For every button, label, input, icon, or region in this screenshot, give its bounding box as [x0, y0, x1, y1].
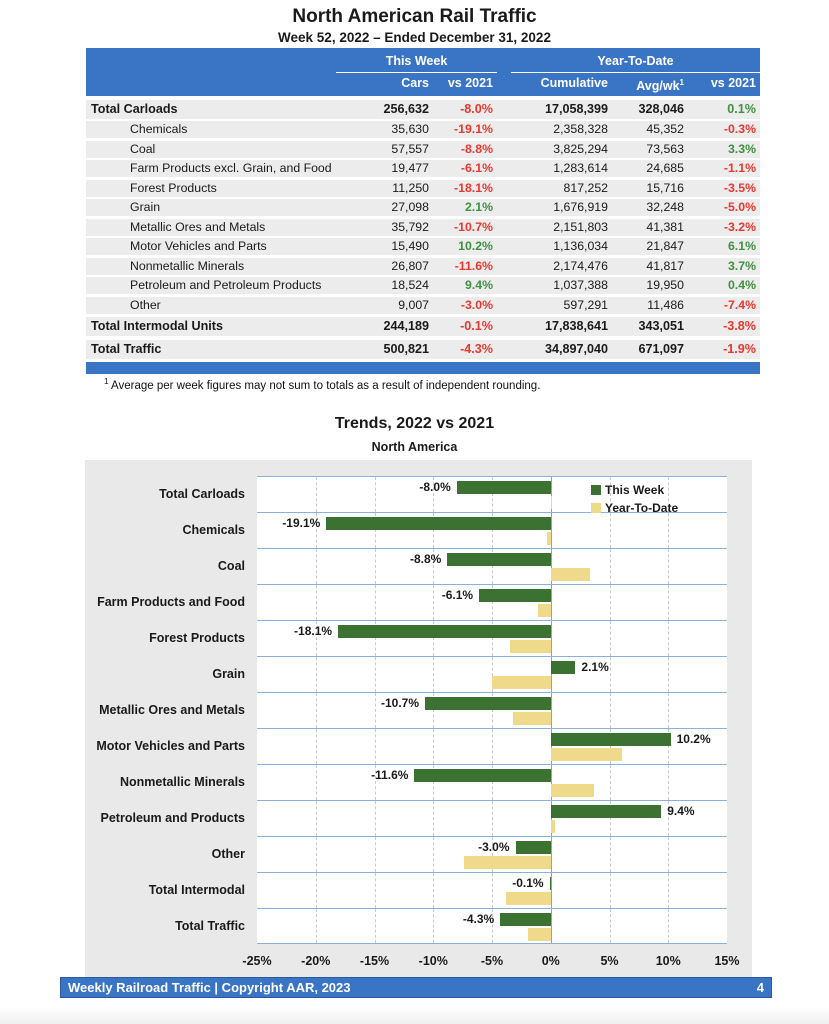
gridline	[375, 585, 376, 620]
avg-per-week-value: 328,046	[638, 101, 684, 116]
gridline	[316, 801, 317, 836]
gridline	[375, 477, 376, 512]
cars-value: 35,630	[391, 122, 429, 136]
bar-value-label: -8.8%	[410, 552, 442, 566]
gridline	[433, 729, 434, 764]
cars-value: 57,557	[391, 141, 429, 156]
cars-value: 500,821	[383, 341, 429, 356]
avg-per-week-value: 15,716	[646, 180, 684, 195]
cumulative-value: 597,291	[563, 297, 608, 312]
chart-category-label: Total Traffic	[175, 919, 245, 933]
gridline	[668, 873, 669, 908]
bar-this-week	[457, 481, 551, 494]
cumulative-value: 3,825,294	[553, 141, 608, 156]
chart-row-plot	[257, 512, 727, 548]
gridline	[316, 657, 317, 692]
header-spacer	[86, 73, 336, 96]
gridline	[492, 729, 493, 764]
chart-category-label: Nonmetallic Minerals	[119, 775, 245, 789]
week-vs-2021-value: -19.1%	[454, 122, 493, 136]
legend-item	[591, 499, 678, 517]
row-label: Total Intermodal Units	[91, 319, 224, 333]
chart-legend	[591, 481, 678, 517]
chart-row	[85, 548, 752, 584]
ytd-vs-2021-value: -3.5%	[723, 180, 756, 195]
bar-value-label: -4.3%	[462, 912, 495, 926]
row-label: Chemicals	[130, 122, 188, 136]
gridline	[668, 621, 669, 656]
legend-label: Year-To-Date	[605, 501, 679, 515]
table-group-header-row	[86, 52, 760, 73]
bar-year-to-date	[551, 568, 590, 581]
avg-per-week-value: 24,685	[646, 161, 684, 175]
table-row	[86, 180, 760, 197]
cumulative-value: 1,676,919	[553, 200, 608, 214]
cumulative-value: 17,058,399	[544, 101, 608, 116]
chart-category-label: Motor Vehicles and Parts	[96, 739, 245, 753]
footnote-text: Average per week figures may not sum to totals as a result of independent rounding.	[111, 379, 541, 392]
week-vs-2021-value: 10.2%	[458, 239, 493, 253]
gridline	[316, 549, 317, 584]
chart-title: Trends, 2022 vs 2021	[334, 415, 495, 432]
table-bottom-bar	[86, 362, 760, 374]
chart-row-plot	[257, 548, 727, 584]
cars-value: 26,807	[391, 258, 429, 273]
gridline	[668, 765, 669, 800]
table-row	[86, 100, 760, 119]
gridline	[316, 477, 317, 512]
gridline	[375, 801, 376, 836]
x-axis-tick-label: -15%	[359, 954, 390, 968]
chart-row	[85, 764, 752, 800]
table-row	[86, 219, 760, 236]
week-vs-2021-value: -0.1%	[460, 319, 493, 333]
week-vs-2021-value: 2.1%	[464, 200, 493, 214]
gridline	[610, 621, 611, 656]
bar-this-week	[326, 517, 550, 530]
bar-this-week	[500, 913, 551, 926]
ytd-vs-2021-value: -3.8%	[723, 319, 756, 333]
cumulative-value: 817,252	[563, 180, 608, 195]
cumulative-value: 2,151,803	[553, 219, 608, 234]
row-label: Motor Vehicles and Parts	[130, 239, 267, 253]
gridline	[316, 729, 317, 764]
table-row	[86, 317, 760, 336]
row-label: Other	[130, 297, 161, 312]
chart-row-plot	[257, 620, 727, 656]
x-axis-tick-label: 0%	[541, 954, 560, 968]
bar-year-to-date	[547, 532, 551, 545]
bar-this-week	[550, 877, 551, 890]
table-column-header-row	[86, 73, 760, 93]
chart-row	[85, 512, 752, 548]
cars-value: 256,632	[383, 101, 429, 116]
gridline	[316, 873, 317, 908]
x-axis-tick-label: -20%	[301, 954, 331, 968]
table-row	[86, 160, 760, 177]
cars-value: 19,477	[391, 161, 429, 175]
bar-year-to-date	[528, 928, 550, 941]
table-row	[86, 297, 760, 314]
group-header-year-to-date: Year-To-Date	[511, 52, 760, 73]
zero-axis-line	[551, 513, 552, 548]
table-row	[86, 141, 760, 158]
col-header-cars: Cars	[401, 76, 429, 90]
bar-value-label: 9.4%	[667, 804, 695, 818]
chart-category-label: Chemicals	[182, 523, 245, 537]
bar-this-week	[425, 697, 551, 710]
gridline	[375, 837, 376, 872]
gridline	[610, 549, 611, 584]
bar-value-label: -11.6%	[371, 768, 409, 782]
gridline	[316, 909, 317, 943]
gridline	[316, 765, 317, 800]
legend-swatch	[591, 485, 601, 495]
row-label: Metallic Ores and Metals	[130, 219, 266, 234]
chart-category-label: Metallic Ores and Metals	[99, 703, 245, 717]
gridline	[433, 801, 434, 836]
gridline	[610, 873, 611, 908]
bar-value-label: -0.1%	[512, 876, 544, 890]
cumulative-value: 1,037,388	[553, 278, 608, 292]
gridline	[610, 765, 611, 800]
row-label: Petroleum and Petroleum Products	[130, 278, 322, 292]
avg-per-week-value: 41,817	[646, 258, 684, 273]
ytd-vs-2021-value: -1.1%	[723, 161, 756, 175]
chart-category-label: Petroleum and Products	[100, 811, 245, 825]
bar-this-week	[479, 589, 551, 602]
bar-this-week	[551, 661, 576, 674]
week-vs-2021-value: 9.4%	[464, 278, 493, 292]
chart-row	[85, 800, 752, 836]
footer-bar	[60, 977, 772, 998]
bar-value-label: -8.0%	[419, 480, 451, 494]
bar-value-label: 10.2%	[676, 732, 711, 746]
chart-category-label: Farm Products and Food	[97, 595, 245, 609]
x-axis-tick-label: -10%	[418, 954, 448, 968]
cars-value: 11,250	[392, 180, 429, 195]
group-header-this-week: This Week	[336, 52, 497, 73]
chart-row-plot	[257, 764, 727, 800]
legend-label: This Week	[605, 483, 665, 497]
zero-axis-line	[551, 873, 552, 908]
gridline	[316, 585, 317, 620]
gridline	[492, 801, 493, 836]
bar-this-week	[551, 733, 671, 746]
x-axis-tick-label: -5%	[480, 954, 504, 968]
table-row	[86, 238, 760, 255]
ytd-vs-2021-value: 0.1%	[727, 101, 756, 116]
bar-year-to-date	[551, 820, 556, 833]
gridline	[316, 837, 317, 872]
bar-year-to-date	[538, 604, 551, 617]
chart-row-plot	[257, 692, 727, 728]
page-number: 4	[756, 980, 764, 995]
bar-this-week	[551, 805, 661, 818]
gridline	[668, 693, 669, 728]
bar-value-label: -6.1%	[441, 588, 474, 602]
col-header-avg-wk: Avg/$wk^1$	[636, 78, 684, 94]
cumulative-value: 2,358,328	[553, 122, 608, 136]
table-body	[86, 100, 760, 359]
x-axis-tick-label: 10%	[655, 954, 681, 968]
bar-this-week	[414, 769, 550, 782]
avg-per-week-value: 32,248	[646, 200, 684, 214]
bar-year-to-date	[464, 856, 551, 869]
row-label: Forest Products	[130, 180, 217, 195]
ytd-vs-2021-value: 3.7%	[727, 258, 756, 273]
ytd-vs-2021-value: 6.1%	[727, 239, 756, 253]
gridline	[375, 729, 376, 764]
gridline	[375, 909, 376, 943]
table-header	[86, 48, 760, 96]
zero-axis-line	[551, 693, 552, 728]
bar-value-label: -10.7%	[381, 696, 420, 710]
chart-row-plot	[257, 656, 727, 692]
chart-row	[85, 692, 752, 728]
table-row	[86, 258, 760, 275]
table-row	[86, 277, 760, 294]
cars-value: 9,007	[398, 297, 429, 312]
row-label: Grain	[130, 200, 161, 214]
col-header-vs-2021: vs 2021	[447, 76, 493, 90]
zero-axis-line	[551, 837, 552, 872]
gridline	[668, 585, 669, 620]
gridline	[668, 513, 669, 548]
bar-value-label: -19.1%	[282, 516, 321, 530]
avg-per-week-value: 343,051	[638, 319, 684, 333]
ytd-vs-2021-value: -7.4%	[723, 297, 756, 312]
chart-row	[85, 836, 752, 872]
bar-value-label: 2.1%	[581, 660, 609, 674]
row-label: Total Carloads	[91, 101, 178, 116]
avg-per-week-value: 45,352	[646, 122, 684, 136]
gridline	[375, 657, 376, 692]
legend-item	[591, 481, 678, 499]
row-label: Coal	[130, 141, 156, 156]
week-vs-2021-value: -4.3%	[460, 341, 493, 356]
gridline	[375, 873, 376, 908]
chart-row	[85, 728, 752, 764]
bar-year-to-date	[551, 784, 594, 797]
chart-category-label: Total Carloads	[159, 487, 245, 501]
gridline	[316, 693, 317, 728]
gridline	[492, 873, 493, 908]
bar-year-to-date	[492, 676, 551, 689]
page-title: North American Rail Traffic	[292, 6, 537, 27]
gridline	[433, 873, 434, 908]
bar-value-label: -18.1%	[294, 624, 333, 638]
cars-value: 18,524	[391, 278, 429, 292]
week-vs-2021-value: -10.7%	[454, 219, 493, 234]
bar-year-to-date	[551, 496, 552, 509]
gridline	[433, 837, 434, 872]
chart-category-label: Grain	[212, 667, 245, 681]
cumulative-value: 2,174,476	[553, 258, 608, 273]
ytd-vs-2021-value: 0.4%	[727, 278, 756, 292]
avg-per-week-value: 21,847	[646, 239, 684, 253]
week-vs-2021-value: -3.0%	[460, 297, 493, 312]
x-axis-tick-label: 5%	[600, 954, 619, 968]
legend-swatch	[591, 503, 601, 513]
week-vs-2021-value: -11.6%	[454, 258, 493, 273]
week-vs-2021-value: -8.0%	[460, 101, 493, 116]
cars-value: 35,792	[391, 219, 429, 234]
gridline	[668, 909, 669, 943]
gridline	[375, 549, 376, 584]
ytd-vs-2021-value: -5.0%	[723, 200, 756, 214]
cumulative-value: 34,897,040	[544, 341, 608, 356]
gridline	[668, 549, 669, 584]
bar-this-week	[447, 553, 550, 566]
chart-subtitle: North America	[371, 440, 458, 454]
chart-category-label: Total Intermodal	[148, 883, 245, 897]
chart-row	[85, 620, 752, 656]
row-label: Nonmetallic Minerals	[130, 258, 245, 273]
cars-value: 244,189	[383, 319, 429, 333]
page-subtitle: Week 52, 2022 – Ended December 31, 2022	[278, 30, 551, 45]
gridline	[610, 657, 611, 692]
bar-value-label: -3.0%	[478, 840, 510, 854]
gridline	[668, 837, 669, 872]
ytd-vs-2021-value: 3.3%	[727, 141, 756, 156]
avg-per-week-value: 19,950	[646, 278, 684, 292]
chart-row-plot	[257, 908, 727, 944]
cars-value: 27,098	[391, 200, 429, 214]
gridline	[668, 657, 669, 692]
zero-axis-line	[551, 909, 552, 943]
gridline	[375, 693, 376, 728]
chart-row	[85, 908, 752, 944]
zero-axis-line	[551, 621, 552, 656]
gridline	[610, 585, 611, 620]
chart-row-plot	[257, 584, 727, 620]
chart-category-label: Forest Products	[149, 631, 245, 645]
gridline	[433, 585, 434, 620]
chart-category-label: Other	[211, 847, 245, 861]
table-row	[86, 340, 760, 359]
avg-per-week-value: 73,563	[646, 141, 684, 156]
week-vs-2021-value: -6.1%	[460, 161, 493, 175]
cumulative-value: 1,283,614	[553, 161, 608, 175]
table-row	[86, 199, 760, 216]
bar-year-to-date	[506, 892, 551, 905]
avg-per-week-value: 671,097	[638, 341, 684, 356]
trends-chart	[85, 460, 752, 984]
gridline	[610, 513, 611, 548]
row-label: Total Traffic	[91, 341, 162, 356]
header-spacer	[86, 52, 336, 73]
chart-row-plot	[257, 872, 727, 908]
rail-traffic-table	[86, 48, 760, 374]
ytd-vs-2021-value: -3.2%	[723, 219, 756, 234]
cars-value: 15,490	[391, 239, 429, 253]
chart-row	[85, 872, 752, 908]
chart-category-label: Coal	[217, 559, 245, 573]
footer-text: Weekly Railroad Traffic | Copyright AAR, 2023	[68, 980, 351, 995]
avg-per-week-value: 41,381	[646, 219, 684, 234]
table-row	[86, 121, 760, 138]
bar-year-to-date	[551, 748, 623, 761]
zero-axis-line	[551, 585, 552, 620]
chart-row	[85, 656, 752, 692]
week-vs-2021-value: -18.1%	[454, 180, 493, 195]
footnote-superscript: 1	[104, 377, 109, 386]
ytd-vs-2021-value: -1.9%	[723, 341, 756, 356]
gridline	[610, 909, 611, 943]
col-header-cumulative: Cumulative	[540, 76, 608, 90]
ytd-vs-2021-value: -0.3%	[723, 122, 756, 136]
gridline	[433, 657, 434, 692]
bar-year-to-date	[513, 712, 551, 725]
x-axis-tick-label: 15%	[714, 954, 740, 968]
cumulative-value: 1,136,034	[553, 239, 608, 253]
footnote	[104, 377, 540, 392]
chart-plot-area	[85, 476, 752, 944]
cumulative-value: 17,838,641	[544, 319, 608, 333]
gridline	[610, 693, 611, 728]
week-vs-2021-value: -8.8%	[460, 141, 493, 156]
chart-row-plot	[257, 728, 727, 764]
gridline	[610, 837, 611, 872]
chart-row-plot	[257, 800, 727, 836]
avg-per-week-value: 11,486	[647, 297, 684, 312]
x-axis-tick-label: -25%	[242, 954, 272, 968]
row-label: Farm Products excl. Grain, and Food	[130, 161, 332, 175]
bar-this-week	[338, 625, 551, 638]
bar-this-week	[516, 841, 551, 854]
col-header-ytd-vs-2021: vs 2021	[710, 76, 756, 90]
chart-row-plot	[257, 836, 727, 872]
x-axis	[242, 950, 740, 970]
chart-row	[85, 584, 752, 620]
bar-year-to-date	[510, 640, 551, 653]
gridline	[433, 909, 434, 943]
